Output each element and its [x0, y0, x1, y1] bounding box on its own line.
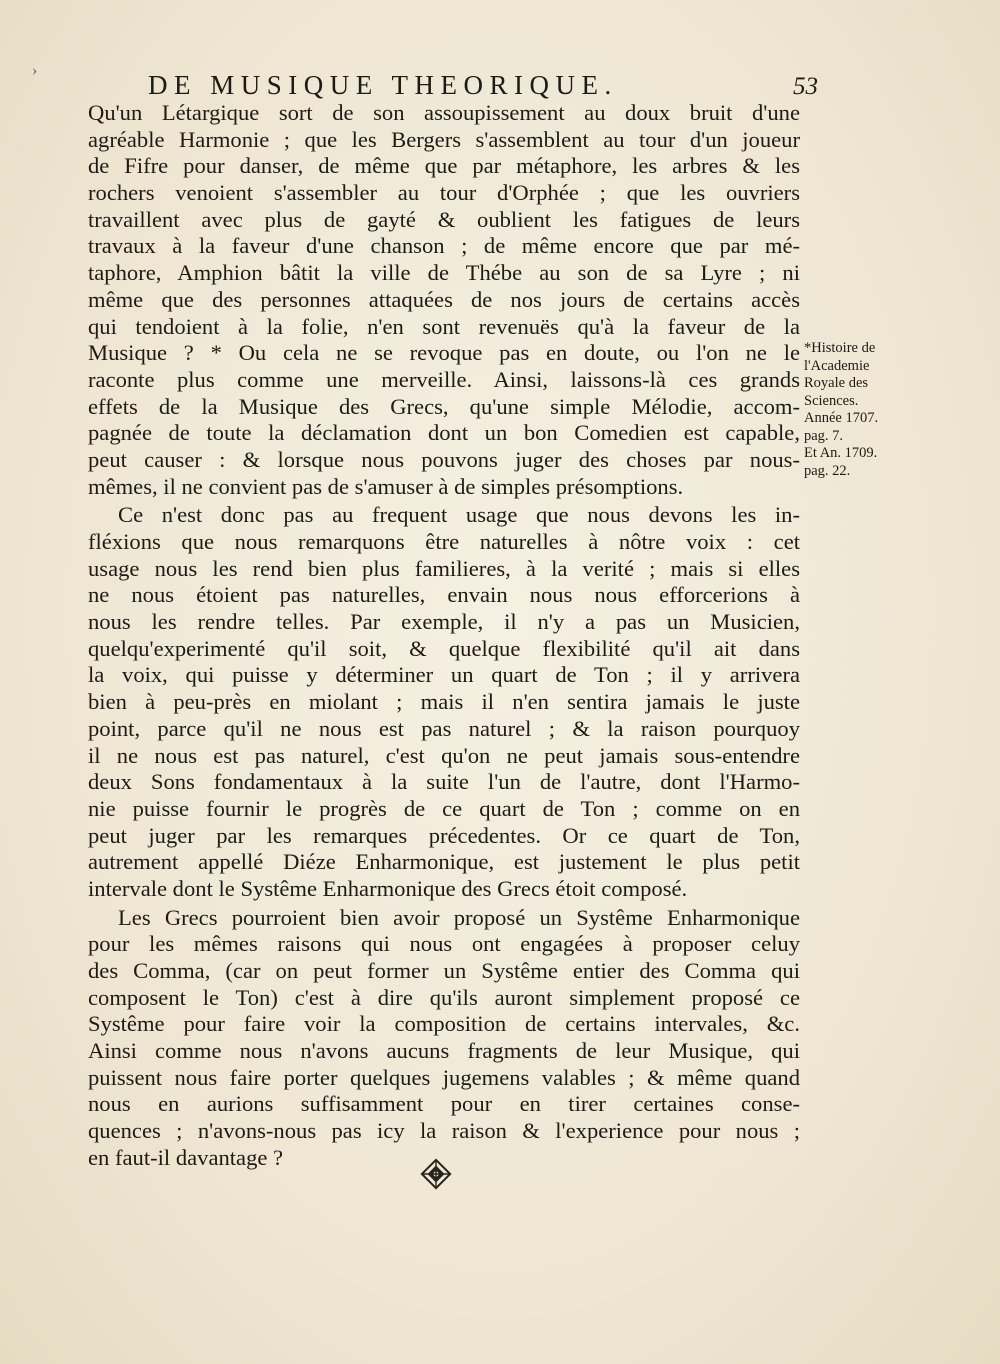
text-line: quences ; n'avons-nous pas icy la raison & l'experience pour nous ; [88, 1118, 800, 1144]
margin-note-line: pag. 22. [804, 462, 851, 479]
decorative-ornament-icon [420, 1158, 452, 1190]
text-line: Musique ? * Ou cela ne se revoque pas en doute, ou l'on ne le [88, 340, 800, 366]
margin-mark: › [32, 62, 38, 79]
text-line: des Comma, (car on peut former un Systême entier des Comma qui [88, 958, 800, 983]
text-line: pour les mêmes raisons qui nous ont engagées à proposer celuy [88, 931, 800, 957]
text-line: même que des personnes attaquées de nos jours de certains accès [88, 286, 800, 312]
text-line: Ce n'est donc pas au frequent usage que nous devons les in- [118, 502, 800, 528]
text-line: peut causer : & lorsque nous pouvons juger des choses par nous- [88, 446, 800, 472]
text-line: agréable Harmonie ; que les Bergers s'assemblent au tour d'un joueur [88, 126, 800, 152]
text-line: nie puisse fournir le progrès de ce quart de Ton ; comme on en [88, 795, 800, 821]
text-line: de Fifre pour danser, de même que par métaphore, les arbres & les [88, 153, 800, 179]
running-title: DE MUSIQUE THEORIQUE. [148, 70, 618, 100]
text-line: mêmes, il ne convient pas de s'amuser à de simples présomptions. [88, 473, 684, 499]
text-line: intervale dont le Systême Enharmonique des Grecs étoit composé. [88, 875, 688, 901]
text-line: en faut-il davantage ? [88, 1144, 284, 1170]
text-line: Ainsi comme nous n'avons aucuns fragments de leur Musique, qui [88, 1038, 800, 1064]
text-line: Qu'un Létargique sort de son assoupissement au doux bruit d'une [88, 100, 800, 125]
text-line: rochers venoient s'assembler au tour d'Orphée ; que les ouvriers [88, 180, 800, 206]
page-number: 53 [793, 73, 818, 100]
text-line: composent le Ton) c'est à dire qu'ils auront simplement proposé ce [88, 984, 800, 1010]
text-line: peut juger par les remarques précedentes. Or ce quart de Ton, [88, 822, 800, 848]
text-line: travaillent avec plus de gayté & oublient les fatigues de leurs [88, 206, 800, 232]
text-line: puissent nous faire porter quelques jugemens valables ; & même quand [88, 1064, 800, 1090]
text-line: la voix, qui puisse y déterminer un quart de Ton ; il y arrivera [88, 662, 800, 688]
text-line: Systême pour faire voir la composition de certains intervales, &c. [88, 1011, 800, 1037]
text-line: raconte plus comme une merveille. Ainsi, laissons-là ces grands [88, 366, 800, 392]
margin-note-line: l'Academie [804, 357, 870, 374]
margin-note [804, 340, 914, 480]
margin-note-line: Sciences. [804, 392, 859, 409]
text-line: ne nous étoient pas naturelles, envain nous nous efforcerions à [88, 582, 800, 608]
text-line: pagnée de toute la déclamation dont un bon Comedien est capable, [88, 420, 800, 446]
margin-note-line: Année 1707. [804, 410, 879, 426]
margin-note-line: pag. 7. [804, 427, 844, 444]
text-line: autrement appellé Diéze Enharmonique, est justement le plus petit [88, 849, 800, 875]
text-line: fléxions que nous remarquons être naturelles à nôtre voix : cet [88, 529, 800, 554]
text-line: il ne nous est pas naturel, c'est qu'on ne peut jamais sous-entendre [88, 742, 800, 768]
text-line: Les Grecs pourroient bien avoir proposé un Systême Enharmonique [118, 904, 800, 930]
text-line: quelqu'experimenté qu'il soit, & quelque flexibilité qu'il ait dans [88, 635, 800, 661]
text-line: travaux à la faveur d'une chanson ; de même encore que par mé- [88, 233, 800, 259]
running-head [148, 68, 818, 102]
margin-note-line: Royale des [804, 375, 869, 391]
text-line: bien à peu-près en miolant ; mais il n'en sentira jamais le juste [88, 689, 800, 715]
text-line: nous les rendre telles. Par exemple, il n'y a pas un Musicien, [88, 609, 800, 635]
margin-note-line: Et An. 1709. [804, 445, 878, 461]
margin-note-line: *Histoire de [804, 340, 876, 356]
text-line: deux Sons fondamentaux à la suite l'un de l'autre, dont l'Harmo- [88, 769, 800, 795]
text-line: qui tendoient à la folie, n'en sont revenuës qu'à la faveur de la [88, 313, 800, 339]
body-text [88, 100, 800, 1172]
text-line: nous en aurions suffisamment pour en tirer certaines conse- [88, 1091, 800, 1117]
text-line: taphore, Amphion bâtit la ville de Thébe au son de sa Lyre ; ni [88, 260, 800, 286]
text-line: effets de la Musique des Grecs, qu'une simple Mélodie, accom- [88, 393, 800, 419]
text-line: usage nous les rend bien plus familieres, à la verité ; mais si elles [88, 555, 800, 581]
text-line: point, parce qu'il ne nous est pas naturel ; & la raison pourquoy [88, 715, 800, 741]
